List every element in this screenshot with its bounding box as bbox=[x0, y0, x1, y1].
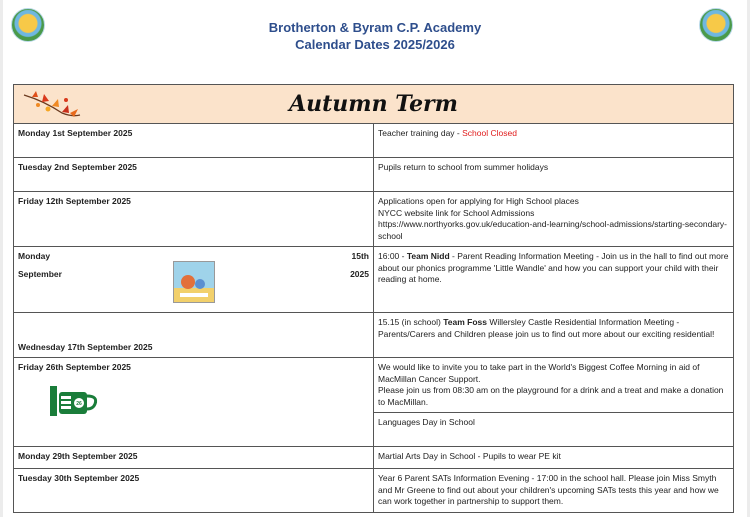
autumn-leaves-icon bbox=[22, 87, 84, 119]
row-details: Applications open for applying for High School places NYCC website link for School Admissions https://www.northyorks.gov.uk/education-and-learning/school-admissions/starting-secondary-school bbox=[374, 192, 734, 247]
table-row bbox=[14, 247, 734, 313]
row-date: Tuesday 2nd September 2025 bbox=[14, 158, 374, 192]
macmillan-coffee-morning-logo bbox=[48, 384, 104, 418]
svg-text:26: 26 bbox=[76, 400, 82, 407]
row-details: Year 6 Parent SATs Information Evening - 17:00 in the school hall. Please join Miss Smyth and Mr Greene to find out about your children's upcoming SATs tests this year and how we can work together in partnership to support them. bbox=[374, 469, 734, 513]
row-details: 15.15 (in school) Team Foss Willersley Castle Residential Information Meeting - Parents/Carers and Children please join us to find out more about our exciting residential! bbox=[374, 313, 734, 358]
admissions-link[interactable]: https://www.northyorks.gov.uk/education-and-learning/school-admissions/starting-secondary-school bbox=[378, 219, 727, 241]
row-date: Friday 12th September 2025 bbox=[14, 192, 374, 247]
team-foss: Team Foss bbox=[443, 317, 487, 327]
row-date: Monday 1st September 2025 bbox=[14, 124, 374, 158]
table-row bbox=[14, 447, 734, 469]
row-date: Friday 26th September 2025 26 bbox=[14, 358, 374, 447]
term-title: Autumn Term bbox=[289, 91, 458, 117]
row-details: Languages Day in School bbox=[374, 413, 734, 447]
row-date: Wednesday 17th September 2025 bbox=[14, 313, 374, 358]
team-nidd: Team Nidd bbox=[406, 251, 450, 261]
school-closed-text: School Closed bbox=[462, 128, 517, 138]
calendar-table bbox=[13, 84, 734, 513]
calendar-title: Calendar Dates 2025/2026 bbox=[295, 37, 455, 52]
row-details: 16:00 - Team Nidd - Parent Reading Information Meeting - Join us in the hall to find out more about our phonics programme 'Little Wandle' and how you can support your child with their reading at home. bbox=[374, 247, 734, 313]
document-page bbox=[3, 0, 747, 517]
table-row bbox=[14, 358, 734, 413]
row-date: Monday 15th September 2025 bbox=[14, 247, 374, 313]
table-row bbox=[14, 469, 734, 513]
table-row bbox=[14, 313, 734, 358]
row-details: We would like to invite you to take part in the World's Biggest Coffee Morning in aid of MacMillan Cancer Support. Please join us from 08:30 am on the playground for a drink and a treat and make a donation to MacMillan. bbox=[374, 358, 734, 413]
row-details: Teacher training day - School Closed bbox=[374, 124, 734, 158]
table-row bbox=[14, 158, 734, 192]
row-details: Martial Arts Day in School - Pupils to wear PE kit bbox=[374, 447, 734, 469]
little-wandle-image bbox=[173, 261, 215, 303]
row-details: Pupils return to school from summer holidays bbox=[374, 158, 734, 192]
school-name: Brotherton & Byram C.P. Academy bbox=[268, 20, 482, 35]
term-header bbox=[14, 85, 734, 124]
table-row bbox=[14, 192, 734, 247]
row-date: Monday 29th September 2025 bbox=[14, 447, 374, 469]
table-row bbox=[14, 124, 734, 158]
row-date: Tuesday 30th September 2025 bbox=[14, 469, 374, 513]
